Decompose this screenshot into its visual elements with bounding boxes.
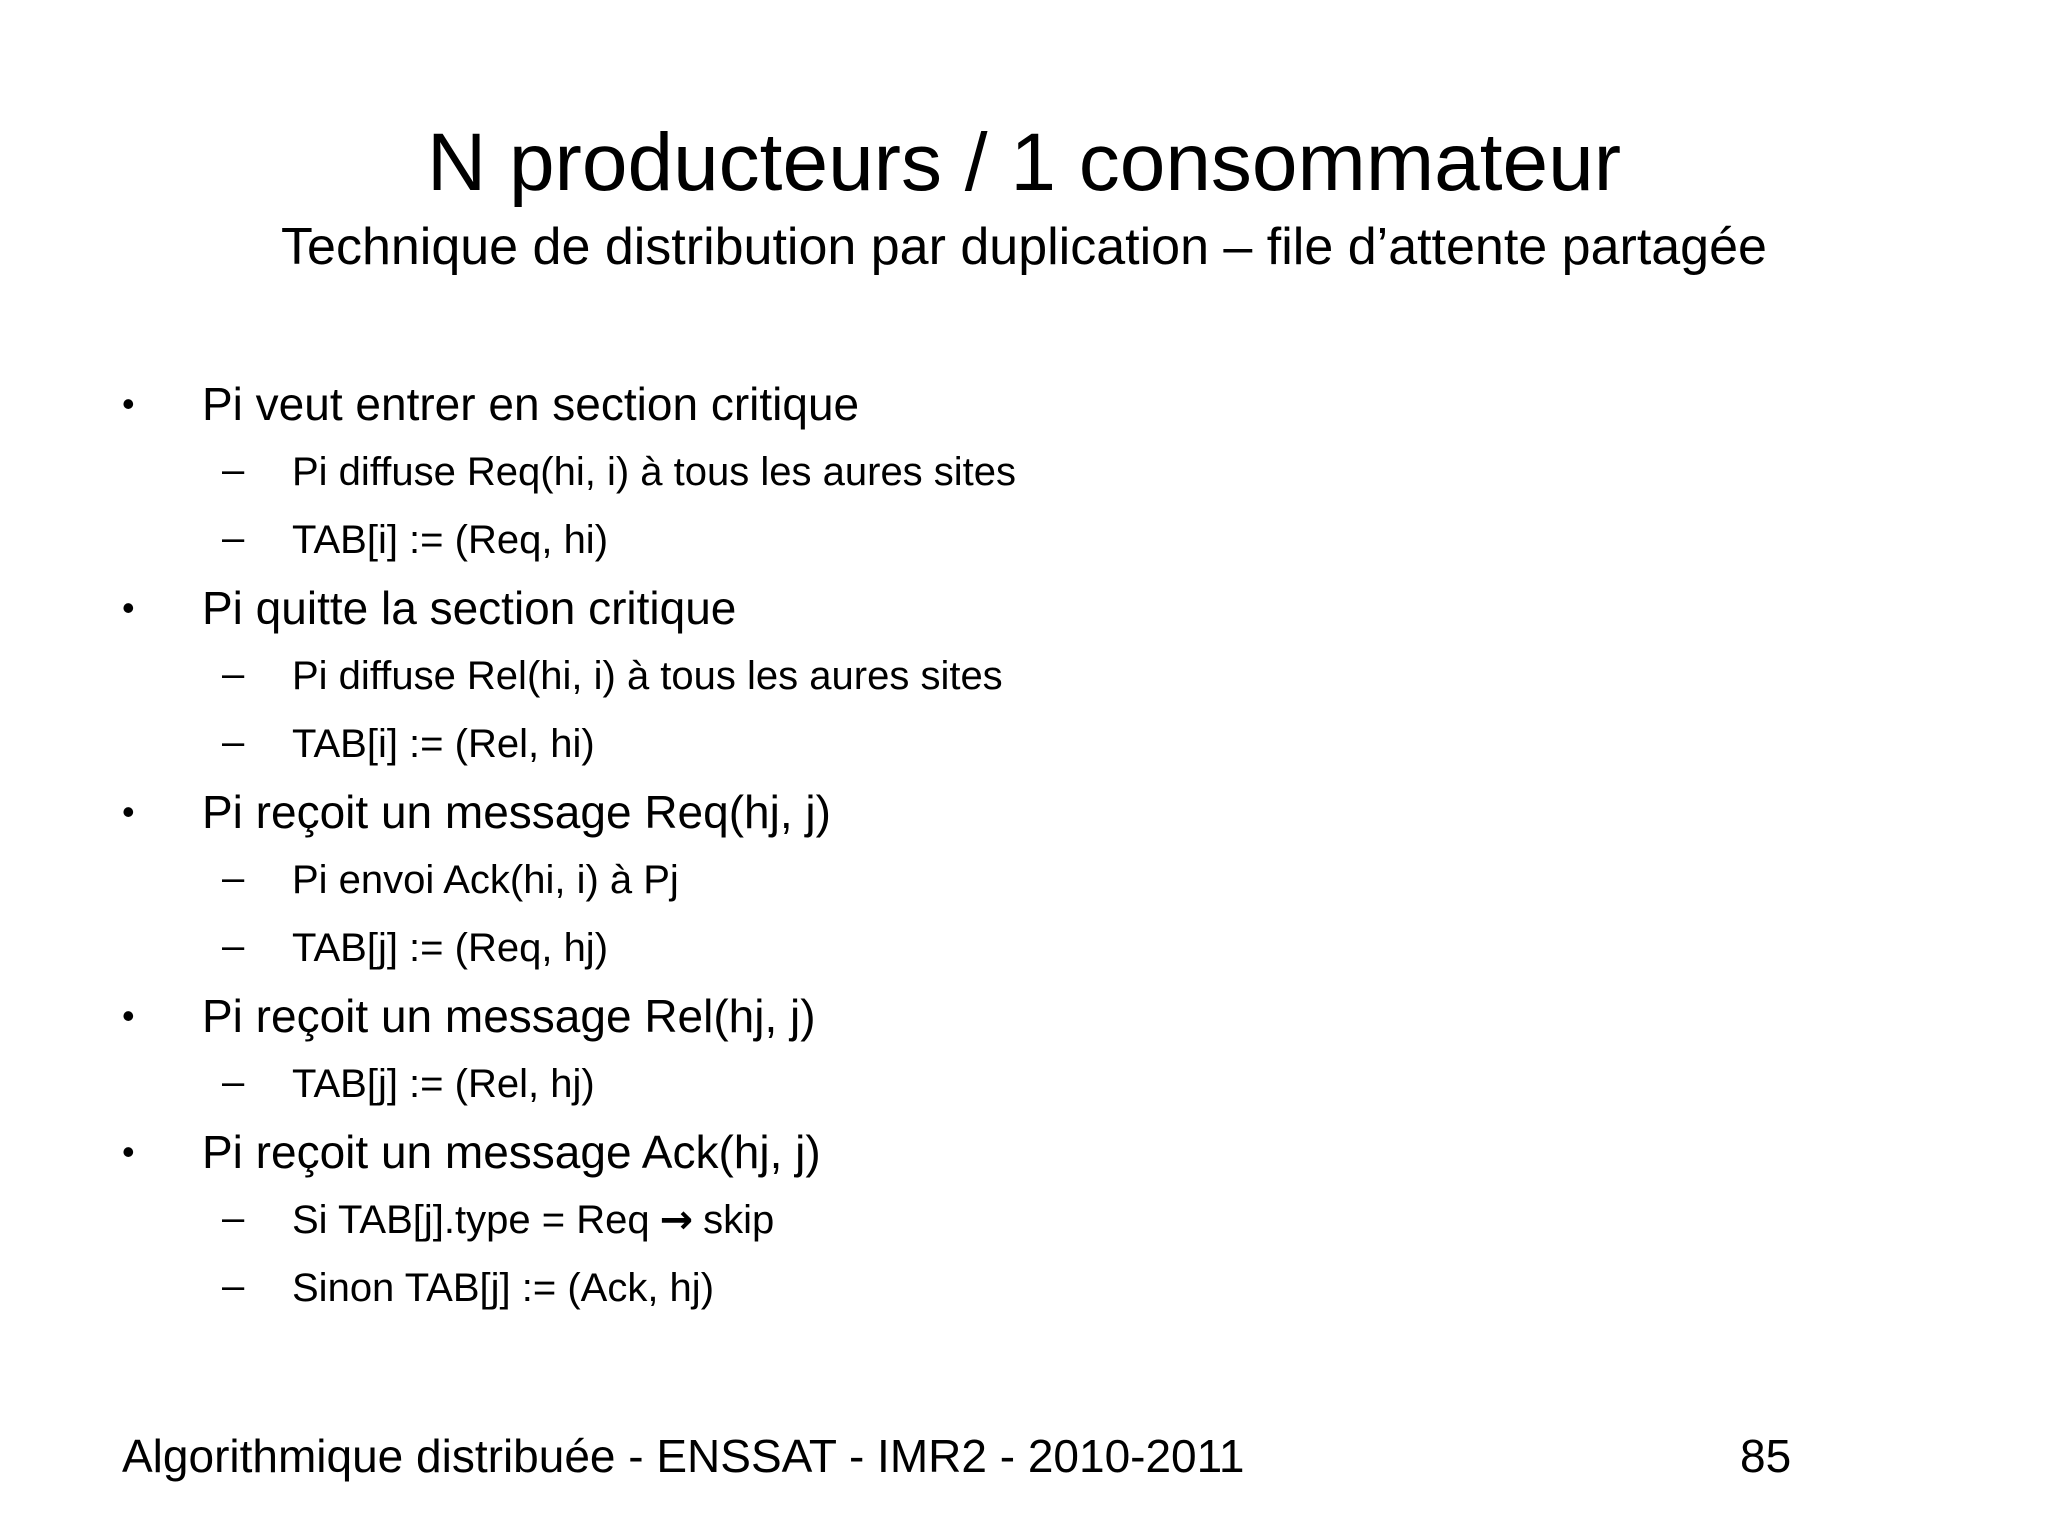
sub-item: [0, 914, 2048, 982]
sub-text: TAB[i] := (Req, hi): [292, 518, 609, 562]
slide-title: N producteurs / 1 consommateur: [426, 117, 1622, 208]
sub-item: [0, 1050, 2048, 1118]
sub-text: TAB[j] := (Req, hj): [292, 926, 609, 970]
dash-marker: –: [222, 856, 245, 900]
sub-text: Pi diffuse Req(hi, i) à tous les aures sites: [292, 450, 1017, 494]
dash-marker: –: [222, 1060, 245, 1104]
sub-text: Sinon TAB[j] := (Ack, hj): [292, 1266, 715, 1310]
bullet-item: [0, 1118, 2048, 1186]
bullet-text: Pi veut entrer en section critique: [202, 378, 860, 430]
sub-text-with-arrow: [292, 1190, 774, 1250]
footer-course: Algorithmique distribuée - ENSSAT - IMR2 - 2010-2011: [122, 1430, 1245, 1482]
dash-marker: –: [222, 448, 245, 492]
bullet-marker: •: [122, 383, 135, 424]
dash-marker: –: [222, 720, 245, 764]
bullet-text: Pi quitte la section critique: [202, 582, 737, 634]
arrow-line-before: Si TAB[j].type = Req: [292, 1198, 650, 1242]
sub-text: TAB[i] := (Rel, hi): [292, 722, 595, 766]
sub-item: [0, 710, 2048, 778]
dash-marker: –: [222, 1264, 245, 1308]
sub-text: Pi diffuse Rel(hi, i) à tous les aures sites: [292, 654, 1003, 698]
sub-item: [0, 1254, 2048, 1322]
dash-marker: –: [222, 924, 245, 968]
bullet-marker: •: [122, 791, 135, 832]
bullet-item: [0, 982, 2048, 1050]
page-number: 85: [1740, 1430, 1792, 1482]
bullet-text: Pi reçoit un message Req(hj, j): [202, 786, 831, 838]
bullet-marker: •: [122, 1131, 135, 1172]
sub-text: Pi envoi Ack(hi, i) à Pj: [292, 858, 679, 902]
bullet-text: Pi reçoit un message Rel(hj, j): [202, 990, 816, 1042]
sub-item: [0, 438, 2048, 506]
sub-item: [0, 506, 2048, 574]
right-arrow-icon: →: [659, 1197, 694, 1243]
bullet-marker: •: [122, 995, 135, 1036]
bullet-text: Pi reçoit un message Ack(hj, j): [202, 1126, 821, 1178]
sub-text: TAB[j] := (Rel, hj): [292, 1062, 595, 1106]
dash-marker: –: [222, 652, 245, 696]
arrow-line-after: skip: [703, 1198, 775, 1242]
sub-item: [0, 846, 2048, 914]
dash-marker: –: [222, 1196, 245, 1240]
sub-item: [0, 1186, 2048, 1254]
bullet-item: [0, 574, 2048, 642]
bullet-item: [0, 778, 2048, 846]
dash-marker: –: [222, 516, 245, 560]
bullet-marker: •: [122, 587, 135, 628]
bullet-item: [0, 370, 2048, 438]
slide-subtitle: Technique de distribution par duplication – file d’attente partagée: [281, 218, 1767, 276]
sub-item: [0, 642, 2048, 710]
bullet-list: [0, 370, 2048, 1322]
